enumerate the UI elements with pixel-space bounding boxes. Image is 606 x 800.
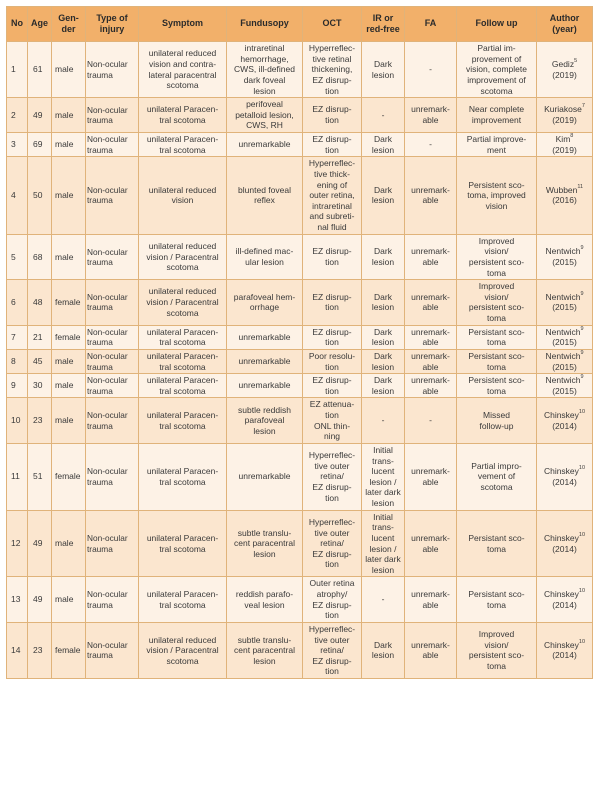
cell-symptom: unilateral Paracen- tral scotoma — [139, 577, 227, 623]
cell-follow-up: Partial improve- ment — [457, 133, 537, 157]
cell-no: 1 — [7, 42, 28, 98]
cell-ir-red-free: Dark lesion — [362, 622, 405, 678]
header-follow-up: Follow up — [457, 7, 537, 42]
cell-age: 23 — [28, 398, 52, 444]
cell-symptom: unilateral Paracen- tral scotoma — [139, 98, 227, 133]
reference-number: 10 — [578, 638, 586, 645]
cell-age: 50 — [28, 157, 52, 234]
cell-age: 51 — [28, 443, 52, 510]
reference-number: 11 — [577, 183, 584, 190]
table-row — [7, 577, 593, 623]
cell-symptom: unilateral Paracen- tral scotoma — [139, 374, 227, 398]
cell-follow-up: Persistent sco- toma — [457, 374, 537, 398]
table-row — [7, 398, 593, 444]
cell-age: 61 — [28, 42, 52, 98]
author-name: Chinskey — [543, 466, 579, 477]
cell-no: 11 — [7, 443, 28, 510]
cell-author-year — [537, 622, 593, 678]
reference-number: 10 — [578, 588, 586, 594]
cell-type-of-injury: Non-ocular trauma — [86, 577, 139, 623]
cell-fundusopy: subtle reddish parafoveal lesion — [227, 398, 303, 444]
cell-gender: male — [52, 98, 86, 133]
cell-gender: female — [52, 280, 86, 326]
cell-symptom: unilateral reduced vision / Paracentral scotoma — [139, 234, 227, 280]
cell-type-of-injury: Non-ocular trauma — [86, 42, 139, 98]
cell-ir-red-free: Dark lesion — [362, 325, 405, 349]
cell-age: 30 — [28, 374, 52, 398]
publication-year: (2019) — [552, 69, 577, 80]
cell-no: 14 — [7, 622, 28, 678]
cell-gender: male — [52, 577, 86, 623]
reference-number: 10 — [578, 409, 586, 415]
cell-type-of-injury: Non-ocular trauma — [86, 98, 139, 133]
cell-fa: unremark- able — [405, 325, 457, 349]
table-row — [7, 349, 593, 373]
cell-fa: unremark- able — [405, 622, 457, 678]
cell-fa: unremark- able — [405, 577, 457, 623]
cell-fundusopy: unremarkable — [227, 374, 303, 398]
header-fa: FA — [405, 7, 457, 42]
cell-author-year — [537, 280, 593, 326]
cell-fundusopy: perifoveal petalloid lesion, CWS, RH — [227, 98, 303, 133]
cell-no: 8 — [7, 349, 28, 373]
cell-type-of-injury: Non-ocular trauma — [86, 398, 139, 444]
cell-fa: - — [405, 133, 457, 157]
reference-number: 5 — [574, 57, 578, 64]
cell-symptom: unilateral Paracen- tral scotoma — [139, 443, 227, 510]
cell-fundusopy: subtle translu- cent paracentral lesion — [227, 510, 303, 577]
cell-gender: male — [52, 133, 86, 157]
table-row — [7, 510, 593, 577]
cell-follow-up: Improved vision/ persistent sco- toma — [457, 622, 537, 678]
header-age: Age — [28, 7, 52, 42]
author-name: Nentwich — [545, 246, 581, 257]
cell-fa: unremark- able — [405, 280, 457, 326]
publication-year: (2015) — [552, 256, 577, 267]
publication-year: (2014) — [552, 599, 577, 610]
cell-type-of-injury: Non-ocular trauma — [86, 133, 139, 157]
cell-gender: male — [52, 374, 86, 398]
cell-author-year — [537, 349, 593, 373]
header-fundusopy: Fundusopy — [227, 7, 303, 42]
cell-fundusopy: unremarkable — [227, 443, 303, 510]
cell-age: 23 — [28, 622, 52, 678]
cell-symptom: unilateral reduced vision — [139, 157, 227, 234]
cell-oct: EZ disrup- tion — [303, 133, 362, 157]
table-row — [7, 280, 593, 326]
cell-author-year — [537, 133, 593, 157]
cell-fundusopy: reddish parafo- veal lesion — [227, 577, 303, 623]
cell-type-of-injury: Non-ocular trauma — [86, 234, 139, 280]
cell-fundusopy: parafoveal hem- orrhage — [227, 280, 303, 326]
cell-follow-up: Near complete improvement — [457, 98, 537, 133]
cell-oct: EZ disrup- tion — [303, 374, 362, 398]
cell-oct: Hyperreflec- tive thick- ening of outer retina, intraretinal and subreti- nal fluid — [303, 157, 362, 234]
cell-ir-red-free: Dark lesion — [362, 280, 405, 326]
cell-follow-up: Partial impro- vement of scotoma — [457, 443, 537, 510]
author-name: Wubben — [545, 184, 578, 195]
publication-year: (2015) — [552, 337, 577, 348]
cell-no: 7 — [7, 325, 28, 349]
header-ir-red-free: IR or red-free — [362, 7, 405, 42]
cell-fundusopy: subtle translu- cent paracentral lesion — [227, 622, 303, 678]
cell-gender: male — [52, 42, 86, 98]
publication-year: (2015) — [552, 385, 577, 396]
cell-no: 10 — [7, 398, 28, 444]
cell-follow-up: Persistant sco- toma — [457, 510, 537, 577]
cell-symptom: unilateral Paracen- tral scotoma — [139, 398, 227, 444]
cell-fa: unremark- able — [405, 374, 457, 398]
cell-no: 12 — [7, 510, 28, 577]
cell-age: 21 — [28, 325, 52, 349]
header-type-of-injury: Type of injury — [86, 7, 139, 42]
cell-fa: - — [405, 42, 457, 98]
cell-symptom: unilateral Paracen- tral scotoma — [139, 349, 227, 373]
cell-oct: EZ disrup- tion — [303, 98, 362, 133]
cell-symptom: unilateral Paracen- tral scotoma — [139, 510, 227, 577]
cell-oct: Hyperreflec- tive outer retina/ EZ disrup- tion — [303, 443, 362, 510]
header-author-year: Author (year) — [537, 7, 593, 42]
cell-ir-red-free: Dark lesion — [362, 234, 405, 280]
cell-author-year — [537, 157, 593, 234]
case-table — [6, 6, 593, 679]
cell-age: 49 — [28, 98, 52, 133]
cell-age: 68 — [28, 234, 52, 280]
cell-no: 2 — [7, 98, 28, 133]
cell-type-of-injury: Non-ocular trauma — [86, 157, 139, 234]
cell-follow-up: Persistant sco- toma — [457, 325, 537, 349]
cell-ir-red-free: Initial trans- lucent lesion / later dark lesion — [362, 443, 405, 510]
cell-author-year — [537, 510, 593, 577]
cell-ir-red-free: Dark lesion — [362, 133, 405, 157]
publication-year: (2014) — [552, 420, 577, 431]
table-row — [7, 98, 593, 133]
cell-oct: Hyperreflec- tive retinal thickening, EZ disrup- tion — [303, 42, 362, 98]
publication-year: (2019) — [552, 115, 577, 126]
cell-fundusopy: blunted foveal reflex — [227, 157, 303, 234]
cell-gender: male — [52, 234, 86, 280]
reference-number: 9 — [580, 290, 584, 297]
reference-number: 7 — [581, 103, 585, 110]
cell-fa: unremark- able — [405, 349, 457, 373]
author-name: Nentwich — [545, 375, 581, 386]
reference-number: 10 — [578, 465, 586, 472]
publication-year: (2019) — [552, 144, 577, 155]
header-symptom: Symptom — [139, 7, 227, 42]
cell-age: 48 — [28, 280, 52, 326]
cell-author-year — [537, 98, 593, 133]
cell-type-of-injury: Non-ocular trauma — [86, 622, 139, 678]
publication-year: (2014) — [552, 543, 577, 554]
cell-gender: male — [52, 157, 86, 234]
cell-fundusopy: ill-defined mac- ular lesion — [227, 234, 303, 280]
cell-author-year — [537, 325, 593, 349]
table-row — [7, 133, 593, 157]
table-row — [7, 234, 593, 280]
cell-gender: female — [52, 443, 86, 510]
cell-fa: unremark- able — [405, 234, 457, 280]
publication-year: (2015) — [552, 361, 577, 372]
cell-no: 3 — [7, 133, 28, 157]
reference-number: 10 — [578, 531, 586, 538]
header-no: No — [7, 7, 28, 42]
cell-no: 9 — [7, 374, 28, 398]
author-name: Chinskey — [543, 410, 579, 420]
cell-follow-up: Missed follow-up — [457, 398, 537, 444]
cell-fa: unremark- able — [405, 98, 457, 133]
reference-number: 8 — [570, 133, 574, 139]
publication-year: (2015) — [552, 302, 577, 313]
cell-author-year — [537, 234, 593, 280]
cell-type-of-injury: Non-ocular trauma — [86, 325, 139, 349]
cell-type-of-injury: Non-ocular trauma — [86, 443, 139, 510]
cell-ir-red-free: - — [362, 98, 405, 133]
author-name: Nentwich — [545, 350, 581, 361]
cell-symptom: unilateral reduced vision / Paracentral scotoma — [139, 280, 227, 326]
cell-oct: Hyperreflec- tive outer retina/ EZ disrup- tion — [303, 510, 362, 577]
table-row — [7, 622, 593, 678]
cell-follow-up: Persistent sco- toma, improved vision — [457, 157, 537, 234]
cell-type-of-injury: Non-ocular trauma — [86, 280, 139, 326]
table-row — [7, 374, 593, 398]
cell-gender: male — [52, 510, 86, 577]
cell-symptom: unilateral reduced vision and contra- lateral paracentral scotoma — [139, 42, 227, 98]
cell-no: 13 — [7, 577, 28, 623]
cell-ir-red-free: - — [362, 398, 405, 444]
cell-symptom: unilateral reduced vision / Paracentral scotoma — [139, 622, 227, 678]
cell-gender: male — [52, 349, 86, 373]
cell-type-of-injury: Non-ocular trauma — [86, 510, 139, 577]
cell-follow-up: Improved vision/ persistent sco- toma — [457, 280, 537, 326]
author-name: Gediz — [551, 58, 575, 69]
cell-author-year — [537, 398, 593, 444]
cell-fa: unremark- able — [405, 510, 457, 577]
cell-age: 49 — [28, 510, 52, 577]
cell-symptom: unilateral Paracen- tral scotoma — [139, 133, 227, 157]
cell-follow-up: Persistant sco- toma — [457, 349, 537, 373]
cell-age: 69 — [28, 133, 52, 157]
header-row — [7, 7, 593, 42]
cell-type-of-injury: Non-ocular trauma — [86, 349, 139, 373]
cell-ir-red-free: Dark lesion — [362, 157, 405, 234]
table-row — [7, 42, 593, 98]
cell-symptom: unilateral Paracen- tral scotoma — [139, 325, 227, 349]
header-gender: Gen- der — [52, 7, 86, 42]
case-table-container — [6, 6, 592, 679]
cell-ir-red-free: Initial trans- lucent lesion / later dark lesion — [362, 510, 405, 577]
cell-oct: EZ disrup- tion — [303, 234, 362, 280]
cell-ir-red-free: - — [362, 577, 405, 623]
cell-no: 4 — [7, 157, 28, 234]
cell-gender: female — [52, 622, 86, 678]
reference-number: 9 — [580, 245, 584, 252]
cell-author-year — [537, 443, 593, 510]
cell-follow-up: Partial im- provement of vision, complete improvement of scotoma — [457, 42, 537, 98]
table-row — [7, 325, 593, 349]
cell-fa: - — [405, 398, 457, 444]
cell-age: 45 — [28, 349, 52, 373]
cell-follow-up: Improved vision/ persistent sco- toma — [457, 234, 537, 280]
cell-oct: EZ disrup- tion — [303, 280, 362, 326]
cell-oct: Outer retina atrophy/ EZ disrup- tion — [303, 577, 362, 623]
cell-no: 5 — [7, 234, 28, 280]
cell-oct: EZ attenua- tion ONL thin- ning — [303, 398, 362, 444]
header-oct: OCT — [303, 7, 362, 42]
cell-ir-red-free: Dark lesion — [362, 374, 405, 398]
cell-ir-red-free: Dark lesion — [362, 349, 405, 373]
table-row — [7, 443, 593, 510]
cell-author-year — [537, 42, 593, 98]
cell-ir-red-free: Dark lesion — [362, 42, 405, 98]
cell-author-year — [537, 577, 593, 623]
cell-fa: unremark- able — [405, 443, 457, 510]
cell-oct: EZ disrup- tion — [303, 325, 362, 349]
cell-fundusopy: unremarkable — [227, 325, 303, 349]
cell-type-of-injury: Non-ocular trauma — [86, 374, 139, 398]
author-name: Nentwich — [545, 291, 581, 302]
author-name: Nentwich — [545, 326, 581, 337]
cell-oct: Poor resolu- tion — [303, 349, 362, 373]
cell-fundusopy: intraretinal hemorrhage, CWS, ill-defined dark foveal lesion — [227, 42, 303, 98]
cell-follow-up: Persistant sco- toma — [457, 577, 537, 623]
cell-author-year — [537, 374, 593, 398]
publication-year: (2016) — [552, 195, 577, 206]
cell-oct: Hyperreflec- tive outer retina/ EZ disrup- tion — [303, 622, 362, 678]
table-row — [7, 157, 593, 234]
publication-year: (2014) — [552, 476, 577, 487]
cell-age: 49 — [28, 577, 52, 623]
cell-gender: male — [52, 398, 86, 444]
cell-fa: unremark- able — [405, 157, 457, 234]
author-name: Kuriakose — [544, 104, 582, 115]
publication-year: (2014) — [552, 650, 577, 661]
author-name: Chinskey — [543, 532, 579, 543]
reference-number: 9 — [580, 325, 584, 332]
reference-number: 9 — [580, 349, 584, 356]
table-body — [7, 42, 593, 679]
cell-fundusopy: unremarkable — [227, 349, 303, 373]
author-name: Chinskey — [543, 639, 579, 650]
cell-fundusopy: unremarkable — [227, 133, 303, 157]
cell-gender: female — [52, 325, 86, 349]
cell-no: 6 — [7, 280, 28, 326]
reference-number: 9 — [580, 374, 584, 381]
author-name: Kim — [555, 134, 571, 144]
table-header — [7, 7, 593, 42]
author-name: Chinskey — [543, 589, 579, 599]
